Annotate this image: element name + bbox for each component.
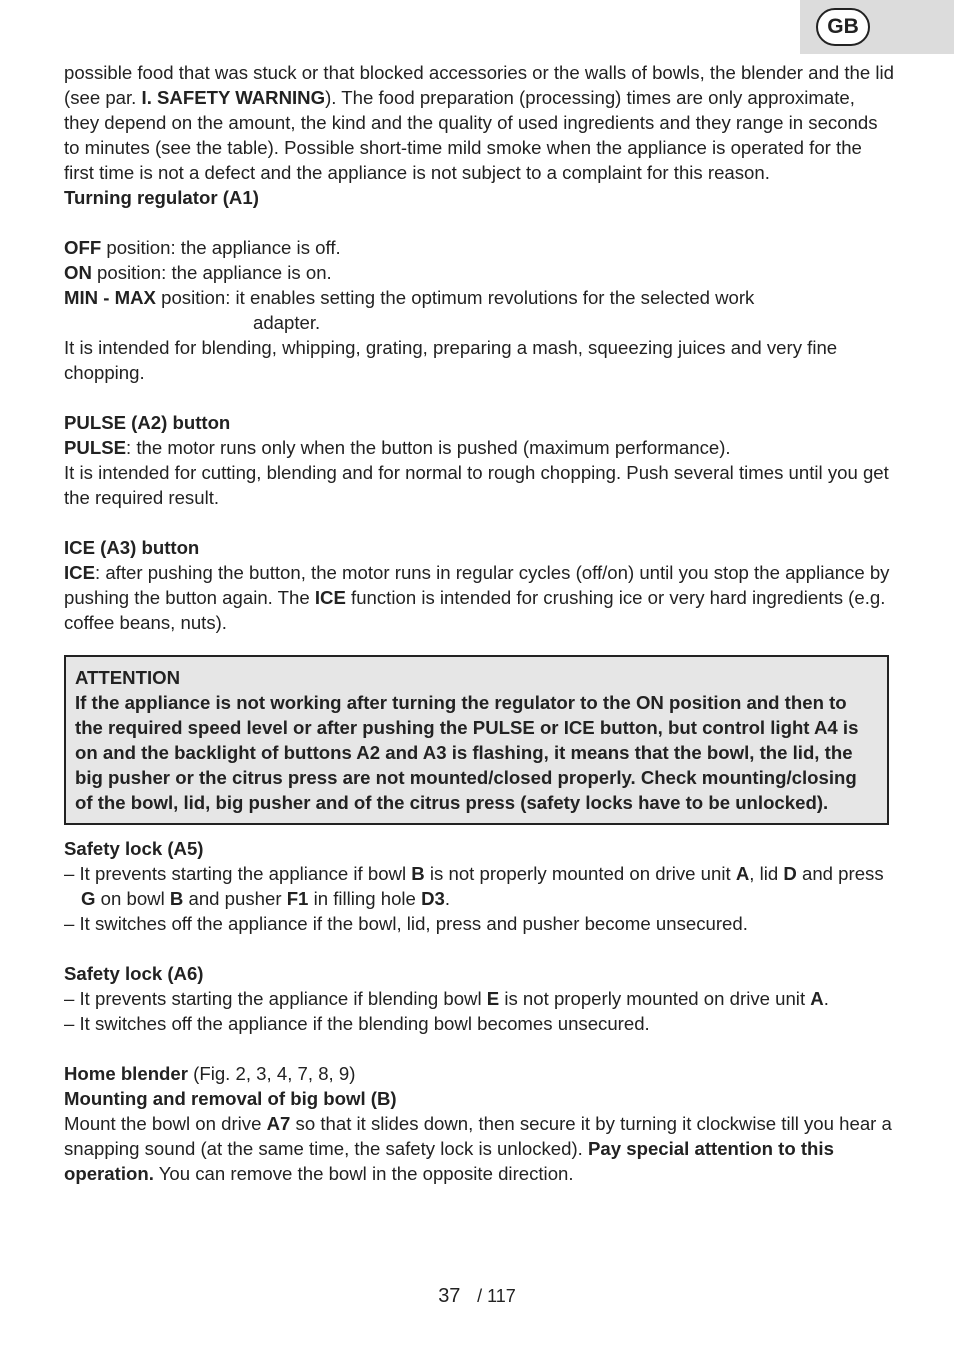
regulator-minmax-cont: adapter. — [253, 312, 321, 333]
lock-a5-heading: Safety lock (A5) — [64, 838, 204, 859]
attention-body: If the appliance is not working after turning the regulator to the ON position and then to the required speed level or after pushing the PULSE or ICE button, but control light A4 is on and the backlight of buttons A2 and A3 is flashing, it means that the bowl, the lid, the big pusher or the citrus press are not mounted/closed properly. Check mounting/closing of the bowl, lid, big pusher and of the citrus press (safety locks have to be unlocked). — [75, 692, 859, 813]
blender-body: Mount the bowl on drive A7 so that it slides down, then secure it by turning it clockwise till you hear a snapping sound (at the same time, the safety lock is unlocked). Pay special attention to this operation. You can remove the bowl in the opposite direction. — [64, 1113, 892, 1184]
regulator-on: ON position: the appliance is on. — [64, 262, 332, 283]
ice-heading: ICE (A3) button — [64, 537, 200, 558]
lock-a6-heading: Safety lock (A6) — [64, 963, 204, 984]
pulse-intended: It is intended for cutting, blending and for normal to rough chopping. Push several times until you get the required result. — [64, 462, 889, 508]
lock-a5-item-1: – It prevents starting the appliance if bowl B is not properly mounted on drive unit A, lid D and press G on bowl B and pusher F1 in filling hole D3. — [64, 863, 884, 909]
regulator-intended: It is intended for blending, whipping, grating, preparing a mash, squeezing juices and very fine chopping. — [64, 337, 838, 383]
regulator-heading: Turning regulator (A1) — [64, 187, 259, 208]
intro-paragraph: possible food that was stuck or that blocked accessories or the walls of bowls, the blender and the lid (see par. I. SAFETY WARNING). The food preparation (processing) times are only approximate, they depend on the amount, the kind and the quality of used ingredients and they range in seconds to minutes (see the table). Possible short-time mild smoke when the appliance is operated for the first time is not a defect and the appliance is not subject to a complaint for this reason. — [64, 62, 894, 183]
pulse-heading: PULSE (A2) button — [64, 412, 231, 433]
page-current: 37 — [438, 1285, 461, 1307]
language-badge: GB — [816, 8, 870, 46]
ice-desc: ICE: after pushing the button, the motor runs in regular cycles (off/on) until you stop the appliance by pushing the button again. The ICE function is intended for crushing ice or very hard ingredients (e.g. coffee beans, nuts). — [64, 562, 890, 633]
blender-heading: Home blender (Fig. 2, 3, 4, 7, 8, 9) — [64, 1063, 356, 1084]
pulse-desc: PULSE: the motor runs only when the button is pushed (maximum performance). — [64, 437, 731, 458]
regulator-minmax: MIN - MAX position: it enables setting the optimum revolutions for the selected work — [64, 287, 755, 308]
page-content — [64, 60, 894, 1186]
lock-a5-item-2: – It switches off the appliance if the bowl, lid, press and pusher become unsecured. — [64, 913, 748, 934]
attention-title: ATTENTION — [75, 667, 181, 688]
lock-a6-item-2: – It switches off the appliance if the blending bowl becomes unsecured. — [64, 1013, 650, 1034]
lock-a6-item-1: – It prevents starting the appliance if blending bowl E is not properly mounted on drive unit A. — [64, 988, 829, 1009]
attention-box — [64, 655, 889, 825]
regulator-off: OFF position: the appliance is off. — [64, 237, 341, 258]
blender-subheading: Mounting and removal of big bowl (B) — [64, 1088, 397, 1109]
page-number — [0, 1285, 954, 1308]
page-total: / 117 — [477, 1286, 516, 1306]
